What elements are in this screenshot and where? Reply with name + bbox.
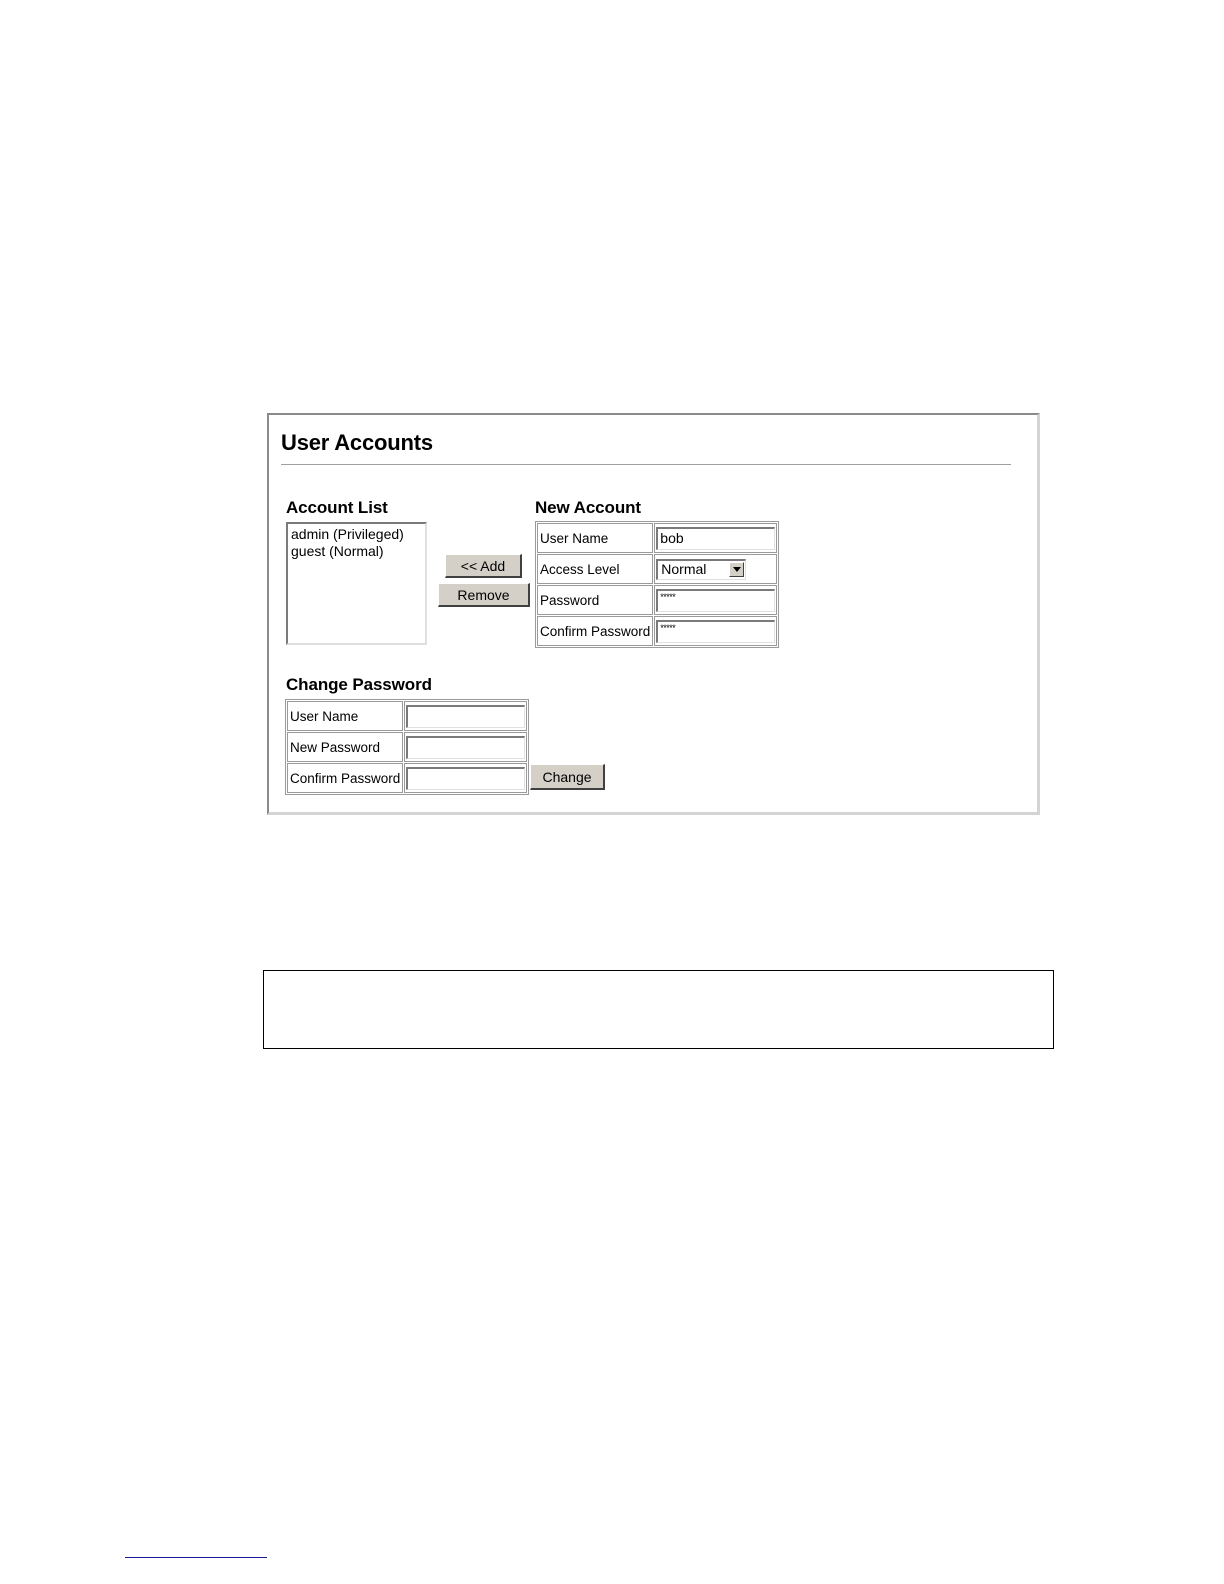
access-level-label: Access Level xyxy=(537,554,653,584)
new-password-input[interactable]: ***** xyxy=(656,589,775,612)
change-password-heading: Change Password xyxy=(286,675,432,694)
cp-confirm-password-label: Confirm Password xyxy=(287,763,403,793)
chevron-down-icon[interactable] xyxy=(729,562,744,577)
new-account-form xyxy=(535,521,779,648)
title-divider xyxy=(281,464,1011,465)
cp-new-password-input[interactable] xyxy=(406,736,525,759)
account-listbox[interactable] xyxy=(286,522,427,645)
add-button[interactable]: << Add xyxy=(445,554,522,578)
user-name-label: User Name xyxy=(537,523,653,553)
cp-user-name-input[interactable] xyxy=(406,705,525,728)
account-list-item[interactable]: guest (Normal) xyxy=(291,543,384,559)
change-button[interactable]: Change xyxy=(530,764,605,790)
cp-user-name-label: User Name xyxy=(287,701,403,731)
cp-new-password-label: New Password xyxy=(287,732,403,762)
new-account-heading: New Account xyxy=(535,498,641,517)
new-user-name-input[interactable]: bob xyxy=(656,527,775,550)
page-title: User Accounts xyxy=(281,430,433,455)
access-level-select[interactable] xyxy=(656,559,746,580)
new-confirm-password-input[interactable]: ***** xyxy=(656,620,775,643)
account-list-item[interactable]: admin (Privileged) xyxy=(291,526,404,542)
password-label: Password xyxy=(537,585,653,615)
confirm-password-label: Confirm Password xyxy=(537,616,653,646)
change-password-form xyxy=(285,699,529,795)
account-list-heading: Account List xyxy=(286,498,388,517)
remove-button[interactable]: Remove xyxy=(438,583,530,607)
access-level-value: Normal xyxy=(661,560,707,577)
cp-confirm-password-input[interactable] xyxy=(406,767,525,790)
note-box xyxy=(263,970,1054,1049)
footer-divider xyxy=(125,1557,267,1558)
